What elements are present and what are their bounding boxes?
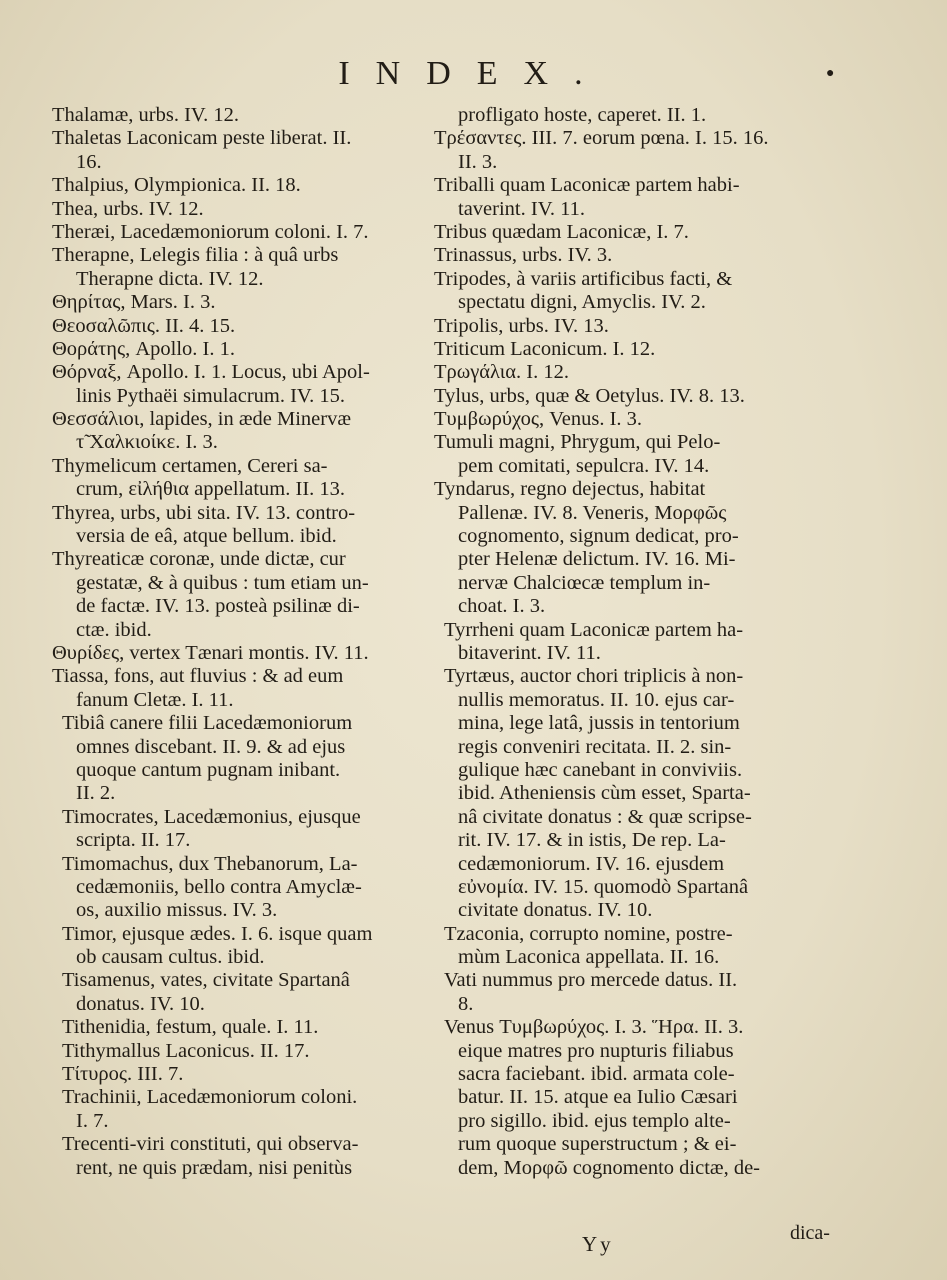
index-entry-line: fanum Cletæ. I. 11. [76,688,234,711]
index-entry-line: linis Pythaëi simulacrum. IV. 15. [76,384,345,407]
index-entry-line: Tripolis, urbs. IV. 13. [434,314,609,337]
index-entry-line: de factæ. IV. 13. posteà psilinæ di- [76,595,360,618]
index-entry-line: 8. [458,992,474,1015]
index-entry-line: Trinassus, urbs. IV. 3. [434,244,613,267]
index-entry-line: mina, lege latâ, jussis in tentorium [458,712,740,735]
index-entry-line: Tribus quædam Laconicæ, I. 7. [434,220,689,243]
index-entry-line: cedæmoniis, bello contra Amyclæ- [76,875,362,898]
index-entry-line: rent, ne quis prædam, nisi penitùs [76,1156,353,1179]
signature-mark: Yy [582,1232,614,1256]
index-entry-line: nâ civitate donatus : & quæ scripse- [458,805,752,828]
index-entry-line: pem comitati, sepulcra. IV. 14. [458,454,710,477]
index-entry-line: Therapne dicta. IV. 12. [76,267,264,290]
index-entry-line: Tibiâ canere filii Lacedæmoniorum [62,712,353,735]
index-entry-line: Thymelicum certamen, Cereri sa- [52,454,328,477]
index-entry-line: Τρέσαντες. III. 7. eorum pœna. I. 15. 16. [434,127,769,150]
index-entry-line: Thaletas Laconicam peste liberat. II. [52,127,352,150]
index-entry-line: ibid. Atheniensis cùm esset, Sparta- [458,782,751,805]
index-entry-line: Tzaconia, corrupto nomine, postre- [444,922,733,945]
index-entry-line: dem, Μορφῶ cognomento dictæ, de- [458,1156,761,1179]
index-entry-line: crum, εἰλήθια appellatum. II. 13. [76,478,346,501]
index-entry-line: bitaverint. IV. 11. [458,641,601,664]
index-entry-line: civitate donatus. IV. 10. [458,899,653,922]
index-entry-line: Tyndarus, regno dejectus, habitat [434,478,706,501]
ink-mark: ● [826,66,835,81]
index-entry-line: Tithymallus Laconicus. II. 17. [62,1039,310,1062]
index-column-left [52,104,420,1180]
index-entry-line: donatus. IV. 10. [76,992,205,1015]
index-entry-line: profligato hoste, caperet. II. 1. [458,104,707,126]
index-entry-line: Thalamæ, urbs. IV. 12. [52,104,239,126]
index-entry-line: batur. II. 15. atque ea Iulio Cæsari [458,1086,738,1109]
index-entry-line: 16. [76,150,102,173]
index-entry-line: Pallenæ. IV. 8. Veneris, Μορφῶς [458,501,727,524]
index-entry-line: eique matres pro nupturis filiabus [458,1039,734,1062]
index-entry-line: Thalpius, Olympionica. II. 18. [52,174,301,197]
index-entry-line: Θεσσάλιοι, lapides, in æde Minervæ [52,408,352,431]
index-entry-line: quoque cantum pugnam inibant. [76,758,341,781]
index-entry-line: Triballi quam Laconicæ partem habi- [434,174,740,197]
index-entry-line: spectatu digni, Amyclis. IV. 2. [458,291,706,314]
index-entry-line: Trecenti-viri constituti, qui observa- [62,1133,359,1156]
index-entry-line: nullis memoratus. II. 10. ejus car- [458,688,735,711]
index-entry-line: regis conveniri recitata. II. 2. sin- [458,735,732,758]
index-entry-line: Thea, urbs. IV. 12. [52,197,204,220]
index-entry-line: Vati nummus pro mercede datus. II. [444,969,738,992]
index-entry-line: Θυρίδες, vertex Tænari montis. IV. 11. [52,641,369,664]
index-entry-line: I. 7. [76,1109,109,1132]
index-entry-line: sacra faciebant. ibid. armata cole- [458,1063,735,1086]
index-entry-line: Timocrates, Lacedæmonius, ejusque [62,805,361,828]
index-entry-line: Tyrtæus, auctor chori triplicis à non- [444,665,744,688]
index-entry-line: II. 2. [76,782,116,805]
index-entry-line: rit. IV. 17. & in istis, De rep. La- [458,829,726,852]
index-entry-line: Tyrrheni quam Laconicæ partem ha- [444,618,744,641]
index-entry-line: ctæ. ibid. [76,618,152,641]
index-entry-line: Τυμβωρύχος, Venus. I. 3. [434,408,643,431]
index-entry-line: II. 3. [458,150,498,173]
index-entry-line: Θοράτης, Apollo. I. 1. [52,337,235,360]
index-entry-line: Θηρίτας, Mars. I. 3. [52,291,216,314]
index-entry-line: Triticum Laconicum. I. 12. [434,337,656,360]
index-entry-line: Tumuli magni, Phrygum, qui Pelo- [434,431,721,454]
index-entry-line: Tripodes, à variis artificibus facti, & [434,267,733,290]
index-entry-line: pter Helenæ delictum. IV. 16. Mi- [458,548,736,571]
page-title: INDEX. [338,55,609,92]
index-entry-line: omnes discebant. II. 9. & ad ejus [76,735,346,758]
index-entry-line: Tylus, urbs, quæ & Oetylus. IV. 8. 13. [434,384,745,407]
index-entry-line: Theræi, Lacedæmoniorum coloni. I. 7. [52,220,369,243]
index-entry-line: Τίτυρος. III. 7. [62,1063,184,1086]
index-entry-line: ob causam cultus. ibid. [76,946,265,969]
index-entry-line: Tisamenus, vates, civitate Spartanâ [62,969,350,992]
index-column-right [434,104,834,1180]
index-entry-line: nervæ Chalciœcæ templum in- [458,571,711,594]
index-entry-line: Trachinii, Lacedæmoniorum coloni. [62,1086,358,1109]
index-entry-line: Θεοσαλῶπις. II. 4. 15. [52,314,236,337]
index-entry-line: Θόρναξ, Apollo. I. 1. Locus, ubi Apol- [52,361,370,384]
catchword: dica- [790,1222,830,1244]
index-entry-line: Tiassa, fons, aut fluvius : & ad eum [52,665,344,688]
index-entry-line: Timor, ejusque ædes. I. 6. isque quam [62,922,373,945]
index-entry-line: mùm Laconica appellata. II. 16. [458,946,720,969]
index-entry-line: gestatæ, & à quibus : tum etiam un- [76,571,369,594]
index-entry-line: Timomachus, dux Thebanorum, La- [62,852,358,875]
index-entry-line: Thyrea, urbs, ubi sita. IV. 13. contro- [52,501,356,524]
index-entry-line: choat. I. 3. [458,595,546,618]
index-entry-line: Therapne, Lelegis filia : à quâ urbs [52,244,339,267]
index-entry-line: gulique hæc canebant in conviviis. [458,758,743,781]
index-entry-line: Τρωγάλια. I. 12. [434,361,569,384]
index-entry-line: pro sigillo. ibid. ejus templo alte- [458,1109,731,1132]
index-entry-line: cognomento, signum dedicat, pro- [458,525,739,548]
index-entry-line: Venus Τυμβωρύχος. I. 3. Ἥρα. II. 3. [444,1016,744,1039]
index-entry-line: τ̃ Χαλκιοίκε. I. 3. [76,431,218,454]
index-entry-line: rum quoque superstructum ; & ei- [458,1133,737,1156]
index-entry-line: cedæmoniorum. IV. 16. ejusdem [458,852,725,875]
index-entry-line: scripta. II. 17. [76,829,191,852]
index-entry-line: εὐνομία. IV. 15. quomodò Spartanâ [458,875,749,898]
index-entry-line: os, auxilio missus. IV. 3. [76,899,278,922]
index-entry-line: Thyreaticæ coronæ, unde dictæ, cur [52,548,346,571]
index-entry-line: taverint. IV. 11. [458,197,585,220]
index-entry-line: Tithenidia, festum, quale. I. 11. [62,1016,319,1039]
index-entry-line: versia de eâ, atque bellum. ibid. [76,525,337,548]
